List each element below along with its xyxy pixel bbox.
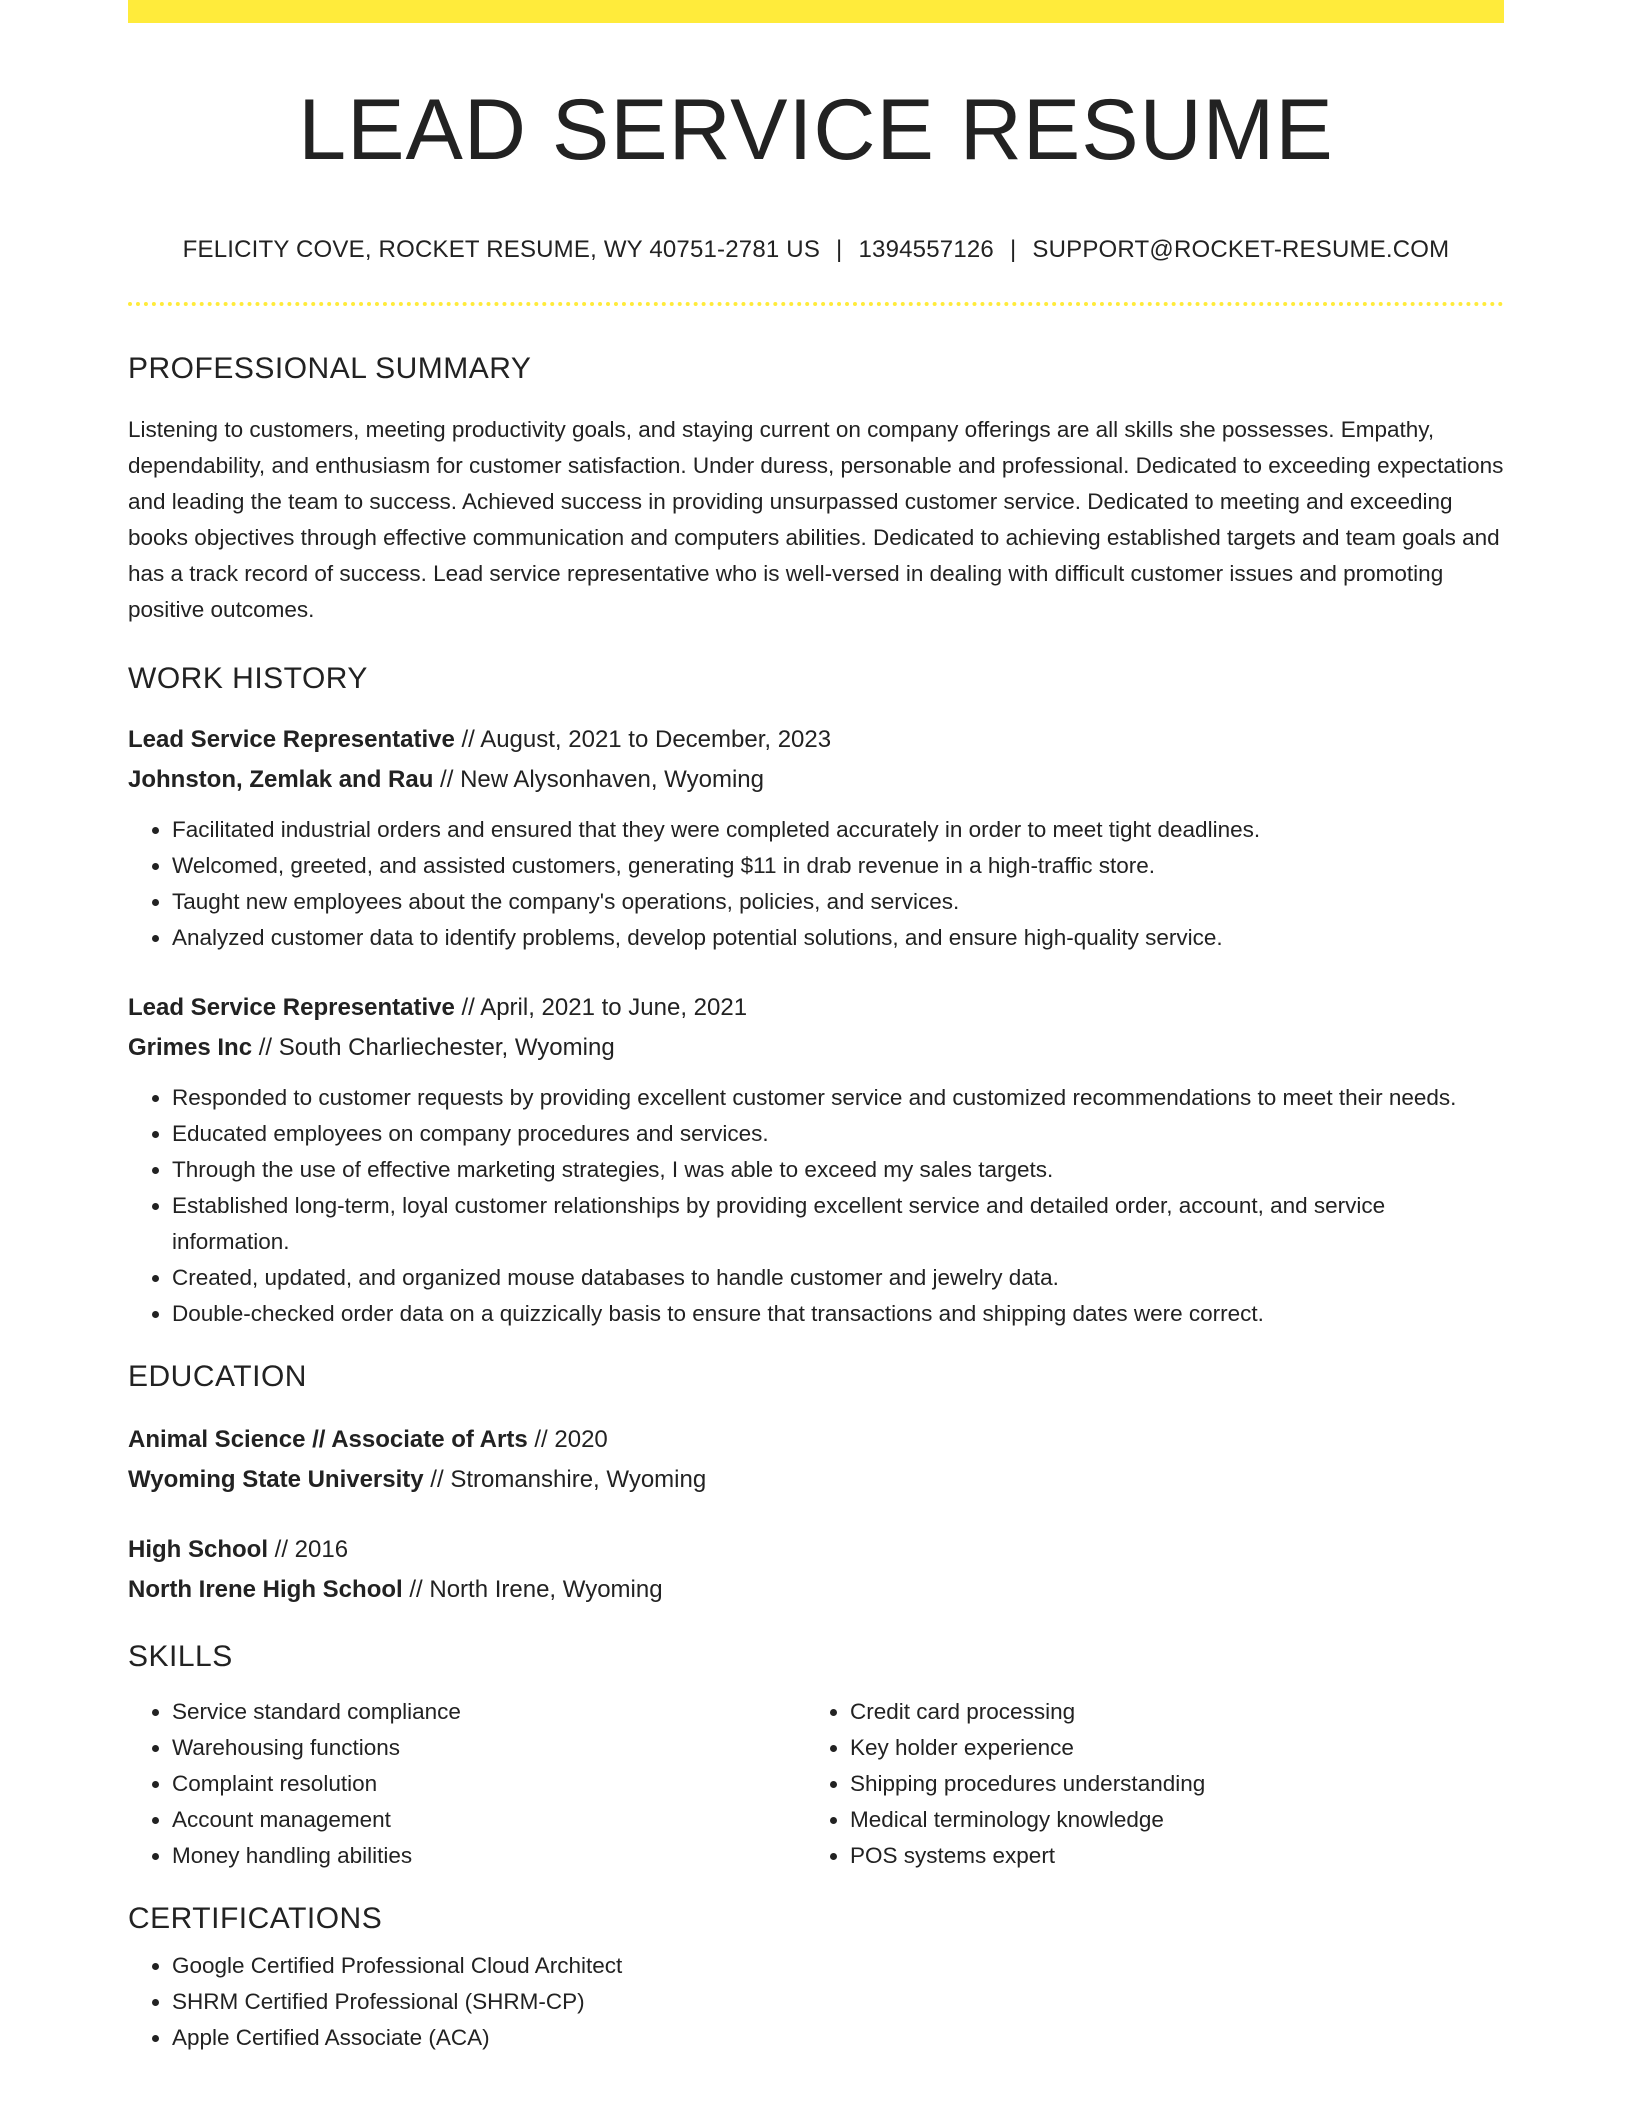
degree-year: // 2020	[527, 1425, 608, 1453]
summary-heading: PROFESSIONAL SUMMARY	[128, 351, 532, 385]
skill-item: • Money handling abilities	[172, 1838, 806, 1874]
skill-item: • Service standard compliance	[172, 1694, 806, 1730]
address: FELICITY COVE, ROCKET RESUME, WY 40751-2781 US	[182, 235, 821, 263]
list-item: • Analyzed customer data to identify problems, develop potential solutions, and ensure high-quality service.	[172, 920, 1504, 956]
resume-page	[128, 0, 1504, 2056]
resume-title: LEAD SERVICE RESUME	[298, 82, 1334, 178]
skill-item: • Credit card processing	[850, 1694, 1484, 1730]
job-title-line	[128, 988, 1504, 1028]
skill-item: • Medical terminology knowledge	[850, 1802, 1484, 1838]
list-item: • Welcomed, greeted, and assisted customers, generating $11 in drab revenue in a high-traffic store.	[172, 848, 1504, 884]
school: North Irene High School	[128, 1575, 403, 1603]
separator: |	[1009, 235, 1017, 263]
skill-item: • Account management	[172, 1802, 806, 1838]
list-item: • Taught new employees about the company's operations, policies, and services.	[172, 884, 1504, 920]
job-company: Grimes Inc	[128, 1033, 253, 1061]
skill-item: • Shipping procedures understanding	[850, 1766, 1484, 1802]
degree-line	[128, 1420, 1504, 1460]
job-bullets	[128, 812, 1504, 956]
job-title: Lead Service Representative	[128, 725, 455, 753]
certification-item: • Google Certified Professional Cloud Architect	[172, 1948, 1504, 1984]
list-item: • Educated employees on company procedures and services.	[172, 1116, 1504, 1152]
school-line	[128, 1460, 1504, 1500]
skills-grid	[128, 1694, 1504, 1874]
job-bullets	[128, 1080, 1504, 1332]
list-item: • Established long-term, loyal customer relationships by providing excellent service and detailed order, account, and service information.	[172, 1188, 1504, 1260]
job-company-line	[128, 760, 1504, 800]
education-entry	[128, 1530, 1504, 1610]
separator: |	[836, 235, 843, 263]
dotted-divider	[128, 302, 1504, 306]
school: Wyoming State University	[128, 1465, 424, 1493]
job-entry	[128, 988, 1504, 1332]
summary-text: Listening to customers, meeting productivity goals, and staying current on company offerings are all skills she possesses. Empathy, dependability, and enthusiasm for customer satisfaction. Under duress, personable and professional. Dedicated to exceeding expectations and leading the team to success. Achieved success in providing unsurpassed customer service. Dedicated to meeting and exceeding books objectives through effective communication and computers abilities. Dedicated to achieving established targets and team goals and has a track record of success. Lead service representative who is well-versed in dealing with difficult customer issues and promoting positive outcomes.	[128, 416, 1504, 622]
school-line	[128, 1570, 1504, 1610]
job-entry	[128, 720, 1504, 956]
job-title: Lead Service Representative	[128, 993, 455, 1021]
school-location: // Stromanshire, Wyoming	[423, 1465, 707, 1493]
list-item: • Facilitated industrial orders and ensured that they were completed accurately in order to meet tight deadlines.	[172, 812, 1504, 848]
email: SUPPORT@ROCKET-RESUME.COM	[1032, 235, 1450, 263]
list-item: • Responded to customer requests by providing excellent customer service and customized recommendations to meet their needs.	[172, 1080, 1504, 1116]
phone: 1394557126	[858, 235, 994, 263]
list-item: • Double-checked order data on a quizzically basis to ensure that transactions and shipping dates were correct.	[172, 1296, 1504, 1332]
job-company: Johnston, Zemlak and Rau	[128, 765, 434, 793]
job-company-line	[128, 1028, 1504, 1068]
degree-line	[128, 1530, 1504, 1570]
degree-year: // 2016	[268, 1535, 349, 1563]
skills-column-left	[128, 1694, 806, 1874]
degree: Animal Science // Associate of Arts	[128, 1425, 528, 1453]
skill-item: • Complaint resolution	[172, 1766, 806, 1802]
job-location: // New Alysonhaven, Wyoming	[433, 765, 764, 793]
job-location: // South Charliechester, Wyoming	[252, 1033, 615, 1061]
school-location: // North Irene, Wyoming	[402, 1575, 663, 1603]
list-item: • Through the use of effective marketing strategies, I was able to exceed my sales targets.	[172, 1152, 1504, 1188]
skill-item: • POS systems expert	[850, 1838, 1484, 1874]
list-item: • Created, updated, and organized mouse databases to handle customer and jewelry data.	[172, 1260, 1504, 1296]
job-dates: // April, 2021 to June, 2021	[454, 993, 748, 1021]
job-dates: // August, 2021 to December, 2023	[454, 725, 832, 753]
skills-column-right	[806, 1694, 1484, 1874]
certifications-list	[128, 1948, 1504, 2056]
education-entry	[128, 1420, 1504, 1500]
education-heading: EDUCATION	[128, 1359, 307, 1393]
certification-item: • Apple Certified Associate (ACA)	[172, 2020, 1504, 2056]
skill-item: • Key holder experience	[850, 1730, 1484, 1766]
job-title-line	[128, 720, 1504, 760]
certifications-heading: CERTIFICATIONS	[128, 1901, 383, 1935]
accent-bar	[128, 0, 1504, 23]
contact-line	[128, 236, 1504, 264]
work-history-heading: WORK HISTORY	[128, 661, 368, 695]
skills-heading: SKILLS	[128, 1639, 233, 1673]
degree: High School	[128, 1535, 268, 1563]
skill-item: • Warehousing functions	[172, 1730, 806, 1766]
certification-item: • SHRM Certified Professional (SHRM-CP)	[172, 1984, 1504, 2020]
